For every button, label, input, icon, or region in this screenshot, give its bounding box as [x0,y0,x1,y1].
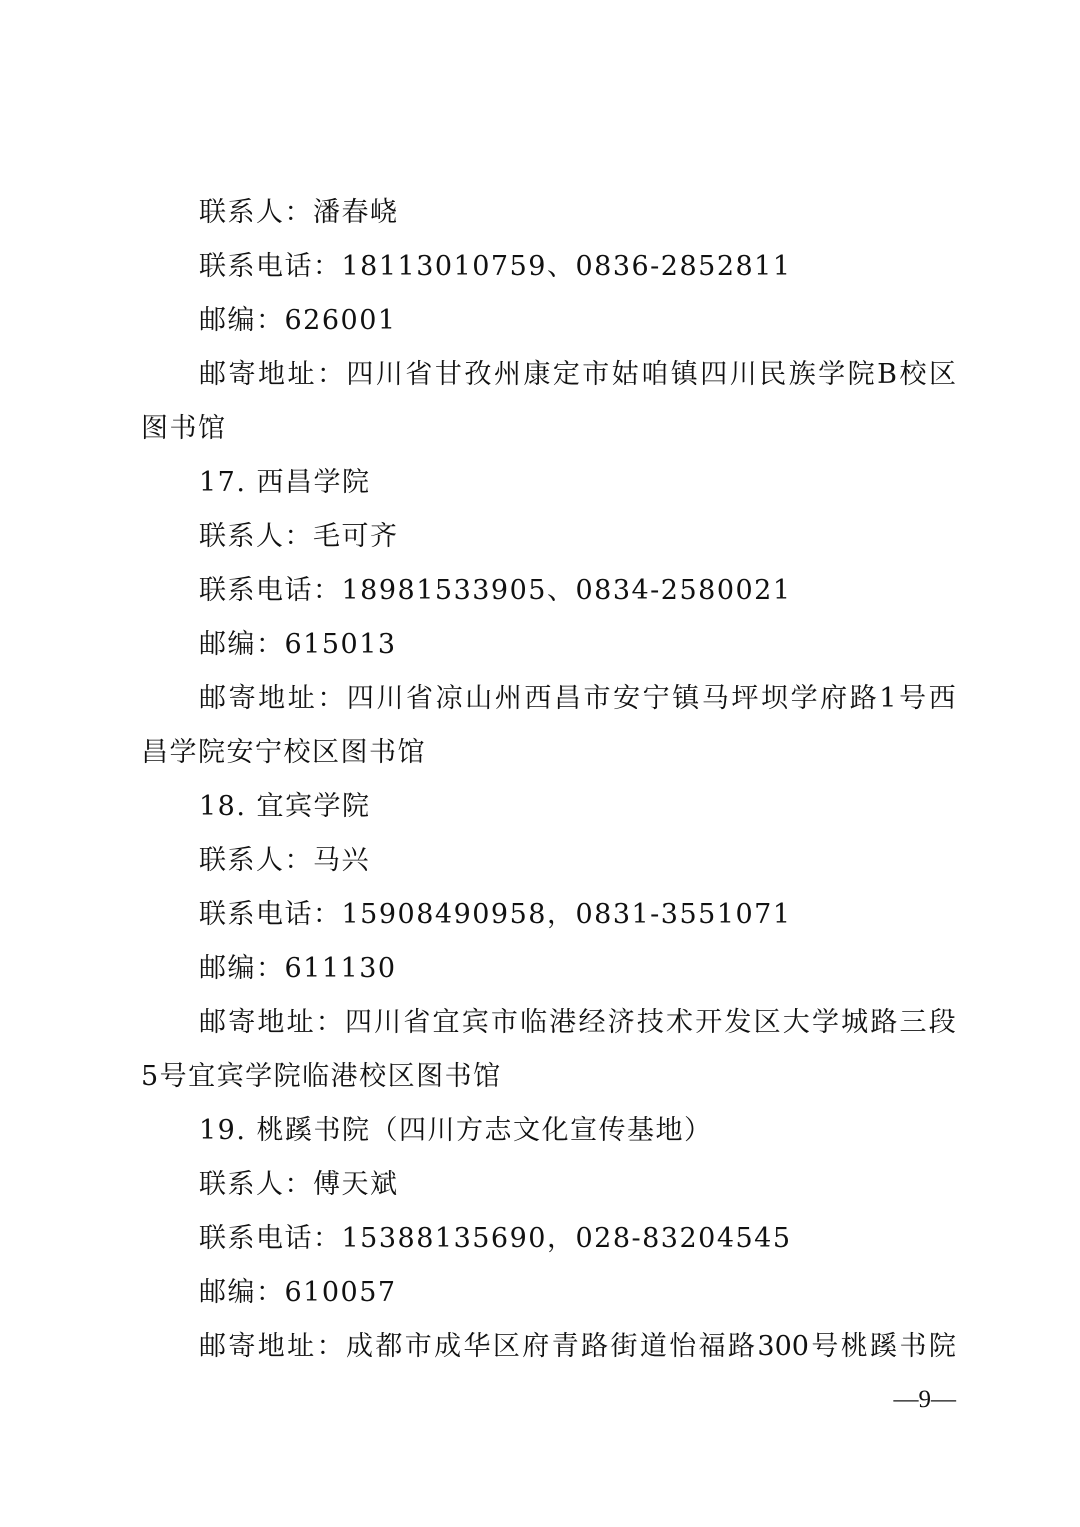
address-text-segment: 蹊 [870,1331,898,1362]
address-text-segment: 四 [344,1007,372,1038]
address-text-segment: 寄 [228,359,256,390]
contact-phone-line: 联系电话：18113010759、0836-2852811 [199,251,792,282]
address-text-segment: 省 [403,1007,431,1038]
address-text-segment: 川 [729,359,757,390]
address-text-segment: 经 [578,1007,606,1038]
address-text-segment: 路 [849,683,877,714]
address-text-segment: 号 [899,683,927,714]
address-text-segment: 宜 [432,1007,460,1038]
address-text-segment: 坝 [760,683,788,714]
address-text-segment: 市 [490,1007,518,1038]
address-text-segment: 镇 [670,359,698,390]
address-text-segment: 民 [759,359,787,390]
address-text-segment: 青 [551,1331,579,1362]
address-text-segment: 大 [782,1007,810,1038]
institution-heading: 19. 桃蹊书院（四川方志文化宣传基地） [199,1115,713,1146]
mailing-address-continuation: 图书馆 [141,413,227,444]
address-text-segment: 马 [701,683,729,714]
address-text-segment: 宁 [642,683,670,714]
address-text-segment: 省 [406,683,434,714]
address-text-segment: 镇 [672,683,700,714]
address-text-segment: 学 [790,683,818,714]
address-text-segment: 桃 [840,1331,868,1362]
address-text-segment: 都 [375,1331,403,1362]
page-number: —9— [893,1386,956,1413]
address-text-segment: 开 [695,1007,723,1038]
address-text-segment: 校 [899,359,927,390]
address-text-segment: 康 [523,359,551,390]
address-text-segment: 府 [522,1331,550,1362]
address-text-segment: ： [315,1007,343,1038]
address-text-segment: 坪 [731,683,759,714]
address-text-segment: 寄 [228,683,256,714]
address-text-segment: 甘 [434,359,462,390]
address-text-segment: 安 [613,683,641,714]
address-text-segment: 州 [494,683,522,714]
address-text-segment: ： [316,359,344,390]
postal-code-line: 邮编：615013 [199,629,397,660]
address-text-segment: 地 [257,1331,285,1362]
address-text-segment: 书 [899,1331,927,1362]
postal-code-line: 邮编：611130 [199,953,397,984]
address-text-segment: 临 [520,1007,548,1038]
contact-phone-line: 联系电话：18981533905、0834-2580021 [199,575,792,606]
address-text-segment: ： [317,683,345,714]
address-text-segment: 学 [818,359,846,390]
address-text-segment: 福 [698,1331,726,1362]
address-text-segment: 四 [700,359,728,390]
address-text-segment: 道 [639,1331,667,1362]
address-text-segment: 四 [346,359,374,390]
address-text-segment: 府 [820,683,848,714]
document-body [141,186,956,1374]
address-text-segment: 市 [582,359,610,390]
address-text-segment: 四 [346,683,374,714]
address-text-segment: 寄 [228,1331,256,1362]
address-text-segment: 发 [724,1007,752,1038]
address-text-segment: 邮 [199,1007,226,1038]
address-text-segment: 城 [841,1007,869,1038]
address-text-segment: 三 [899,1007,927,1038]
address-text-segment: 成 [345,1331,373,1362]
address-text-segment: 成 [434,1331,462,1362]
address-text-segment: 院 [847,359,875,390]
address-text-segment: 址 [286,1007,314,1038]
address-text-segment: 邮 [199,1331,226,1362]
address-text-segment: 址 [287,683,315,714]
address-text-segment: 1 [879,683,897,714]
address-text-segment: 邮 [199,359,226,390]
address-text-segment: 川 [376,683,404,714]
address-text-segment: 技 [636,1007,664,1038]
address-text-segment: 凉 [435,683,463,714]
address-text-segment: 路 [581,1331,609,1362]
address-text-segment: 港 [549,1007,577,1038]
address-text-segment: 昌 [553,683,581,714]
address-text-segment: 族 [788,359,816,390]
address-text-segment: 区 [928,359,956,390]
mailing-address-line [141,348,956,402]
address-text-segment: 街 [610,1331,638,1362]
address-text-segment: 华 [463,1331,491,1362]
contact-person-line: 联系人：潘春峣 [199,197,399,228]
address-text-segment: 州 [493,359,521,390]
address-text-segment: 邮 [199,683,226,714]
address-text-segment: 址 [287,1331,315,1362]
mailing-address-continuation: 昌学院安宁校区图书馆 [141,737,426,768]
address-text-segment: 川 [375,359,403,390]
contact-phone-line: 联系电话：15388135690，028-83204545 [199,1223,792,1254]
address-text-segment: 宾 [461,1007,489,1038]
mailing-address-line [141,1320,956,1374]
address-text-segment: 学 [811,1007,839,1038]
address-text-segment: 路 [870,1007,898,1038]
address-text-segment: 西 [524,683,552,714]
address-text-segment: 姑 [611,359,639,390]
institution-heading: 17. 西昌学院 [199,467,371,498]
contact-person-line: 联系人：傅天斌 [199,1169,399,1200]
institution-heading: 18. 宜宾学院 [199,791,371,822]
address-text-segment: 山 [465,683,493,714]
address-text-segment: 术 [666,1007,693,1038]
address-text-segment: 区 [492,1331,520,1362]
address-text-segment: 孜 [464,359,492,390]
address-text-segment: B [877,359,897,390]
address-text-segment: 市 [583,683,611,714]
mailing-address-line [141,672,956,726]
address-text-segment: 地 [257,359,285,390]
address-text-segment: 址 [287,359,315,390]
address-text-segment: 地 [257,1007,285,1038]
address-text-segment: 院 [928,1331,956,1362]
address-text-segment: 寄 [228,1007,256,1038]
address-text-segment: 区 [753,1007,781,1038]
postal-code-line: 邮编：610057 [199,1277,397,1308]
contact-person-line: 联系人：毛可齐 [199,521,399,552]
address-text-segment: 路 [728,1331,756,1362]
address-text-segment: 段 [928,1007,956,1038]
address-text-segment: 市 [404,1331,432,1362]
mailing-address-continuation: 5号宜宾学院临港校区图书馆 [141,1061,502,1092]
address-text-segment: 300 [757,1331,809,1362]
address-text-segment: ： [316,1331,344,1362]
mailing-address-line [141,996,956,1050]
address-text-segment: 地 [258,683,286,714]
address-text-segment: 咱 [641,359,669,390]
contact-person-line: 联系人：马兴 [199,845,370,876]
address-text-segment: 定 [552,359,580,390]
address-text-segment: 济 [607,1007,635,1038]
contact-phone-line: 联系电话：15908490958，0831-3551071 [199,899,792,930]
address-text-segment: 川 [374,1007,402,1038]
address-text-segment: 省 [405,359,433,390]
address-text-segment: 怡 [669,1331,697,1362]
address-text-segment: 西 [928,683,956,714]
postal-code-line: 邮编：626001 [199,305,397,336]
address-text-segment: 号 [811,1331,839,1362]
